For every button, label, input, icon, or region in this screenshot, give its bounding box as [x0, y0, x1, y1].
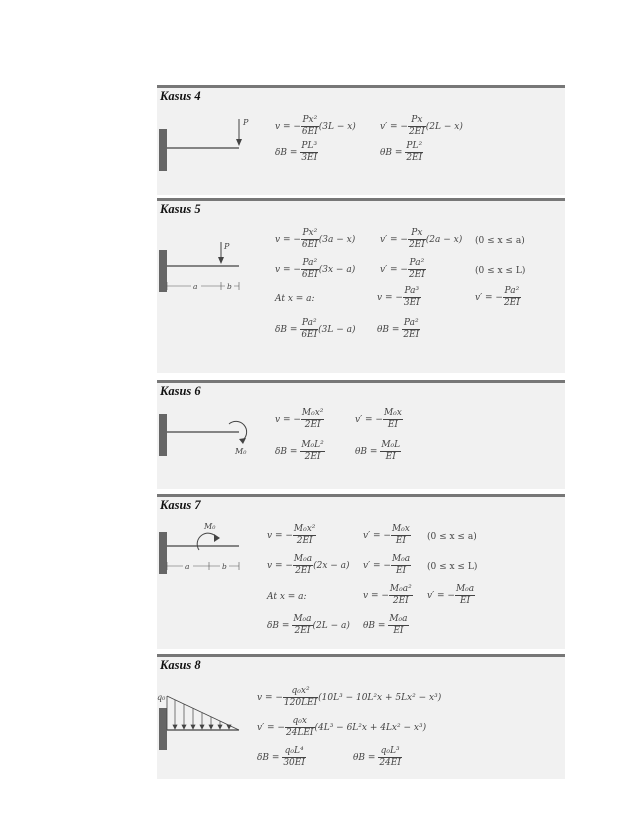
equation-deflection-2: v = − $\frac{\text{M₀a}}{2EI}$ (2x − a): [267, 554, 350, 576]
equation-slope-2: v′ = − $\frac{\text{Pa²}}{2EI}$: [380, 258, 425, 280]
dimension-b-label: b: [222, 562, 227, 571]
load-label: P: [224, 242, 230, 251]
equation-end-slope: θB = $\frac{\text{Pa²}}{2EI}$: [377, 318, 420, 340]
equation-slope: v′ = − $\frac{\text{M₀x}}{EI}$: [355, 408, 402, 430]
case-title: Kasus 4: [160, 89, 201, 103]
equation-deflection-1: v = − $\frac{\text{M₀x²}}{2EI}$: [267, 524, 316, 546]
dimension-a-label: a: [193, 282, 198, 291]
equation-slope-1: v′ = − $\frac{\text{M₀x}}{EI}$: [363, 524, 410, 546]
fixed-wall: [159, 532, 167, 574]
load-label: P: [243, 118, 249, 127]
fixed-wall: [159, 250, 167, 292]
equation-slope-2: v′ = − $\frac{\text{M₀a}}{EI}$: [363, 554, 411, 576]
condition-1: (0 ≤ x ≤ a): [475, 236, 525, 246]
case-5: [157, 198, 565, 378]
arrow-head: [239, 438, 246, 444]
equation-end-slope: θB = $\frac{\text{q₀L³}}{24EI}$: [353, 746, 401, 768]
equation-deflection-1: v = − $\frac{\text{Px²}}{6EI}$ (3a − x): [275, 228, 356, 250]
case-6: [157, 380, 565, 492]
arrow-head: [236, 139, 242, 146]
moment-label: M₀: [204, 522, 216, 531]
equation-deflection: v = − $\frac{\text{Px²}}{6EI}$ (3L − x): [275, 115, 356, 137]
moment-label: M₀: [235, 447, 247, 456]
cantilever-figure: [157, 402, 267, 482]
equation-end-slope: θB = $\frac{\text{PL²}}{2EI}$: [380, 141, 423, 163]
case-7: [157, 494, 565, 652]
moment-arrow: [229, 421, 247, 440]
equation-deflection-at-a: v = − $\frac{\text{Pa³}}{3EI}$: [377, 286, 420, 308]
equation-deflection: v = − $\frac{\text{M₀x²}}{2EI}$: [275, 408, 324, 430]
equation-end-deflection: δB = $\frac{\text{M₀L²}}{2EI}$: [275, 440, 324, 462]
equation-end-deflection: δB = $\frac{\text{M₀a}}{2EI}$ (2L − a): [267, 614, 350, 636]
case-4: [157, 85, 565, 195]
equation-end-deflection: δB = $\frac{\text{PL³}}{3EI}$: [275, 141, 318, 163]
cantilever-figure: [157, 516, 267, 606]
equation-slope-at-a: v′ = − $\frac{\text{Pa²}}{2EI}$: [475, 286, 520, 308]
equation-deflection-2: v = − $\frac{\text{Pa²}}{6EI}$ (3x − a): [275, 258, 356, 280]
equation-slope-at-a: v′ = − $\frac{\text{M₀a}}{EI}$: [427, 584, 475, 606]
dimension-b-label: b: [227, 282, 232, 291]
condition-2: (0 ≤ x ≤ L): [427, 562, 478, 572]
condition-1: (0 ≤ x ≤ a): [427, 532, 477, 542]
equation-deflection: v = − $\frac{\text{q₀x²}}{\text{120LEI}}$ (10L³ − 10L²x + 5Lx² − x³): [257, 686, 442, 708]
fixed-wall: [159, 129, 167, 171]
equation-slope: v′ = − $\frac{Px}{2EI}$ (2L − x): [380, 115, 463, 137]
equation-end-slope: θB = $\frac{\text{M₀a}}{EI}$: [363, 614, 408, 636]
at-x-equals-a: At x = a:: [267, 592, 307, 602]
equation-slope: v′ = − $\frac{\text{q₀x}}{\text{24LEI}}$ (4L³ − 6L²x + 4Lx² − x³): [257, 716, 427, 738]
case-title: Kasus 8: [160, 658, 201, 672]
load-intensity-label: q₀: [157, 693, 166, 702]
fixed-wall: [159, 708, 167, 750]
condition-2: (0 ≤ x ≤ L): [475, 266, 526, 276]
case-title: Kasus 7: [160, 498, 201, 512]
at-x-equals-a: At x = a:: [275, 294, 315, 304]
distributed-load-arrows: [173, 700, 231, 729]
arrow-head: [218, 257, 224, 264]
case-title: Kasus 5: [160, 202, 201, 216]
dimension-a-label: a: [185, 562, 190, 571]
equation-slope-1: v′ = − $\frac{Px}{2EI}$ (2a − x): [380, 228, 463, 250]
equation-end-deflection: δB = $\frac{\text{Pa²}}{6EI}$ (3L − a): [275, 318, 356, 340]
equation-deflection-at-a: v = − $\frac{\text{M₀a²}}{2EI}$: [363, 584, 412, 606]
equation-end-deflection: δB = $\frac{\text{q₀L⁴}}{30EI}$: [257, 746, 305, 768]
cantilever-figure: [157, 103, 267, 193]
cantilever-figure: [157, 236, 267, 336]
equation-end-slope: θB = $\frac{\text{M₀L}}{EI}$: [355, 440, 401, 462]
case-title: Kasus 6: [160, 384, 201, 398]
fixed-wall: [159, 414, 167, 456]
arrow-head: [214, 534, 220, 542]
case-8: [157, 654, 565, 782]
cantilever-figure: [157, 690, 267, 785]
